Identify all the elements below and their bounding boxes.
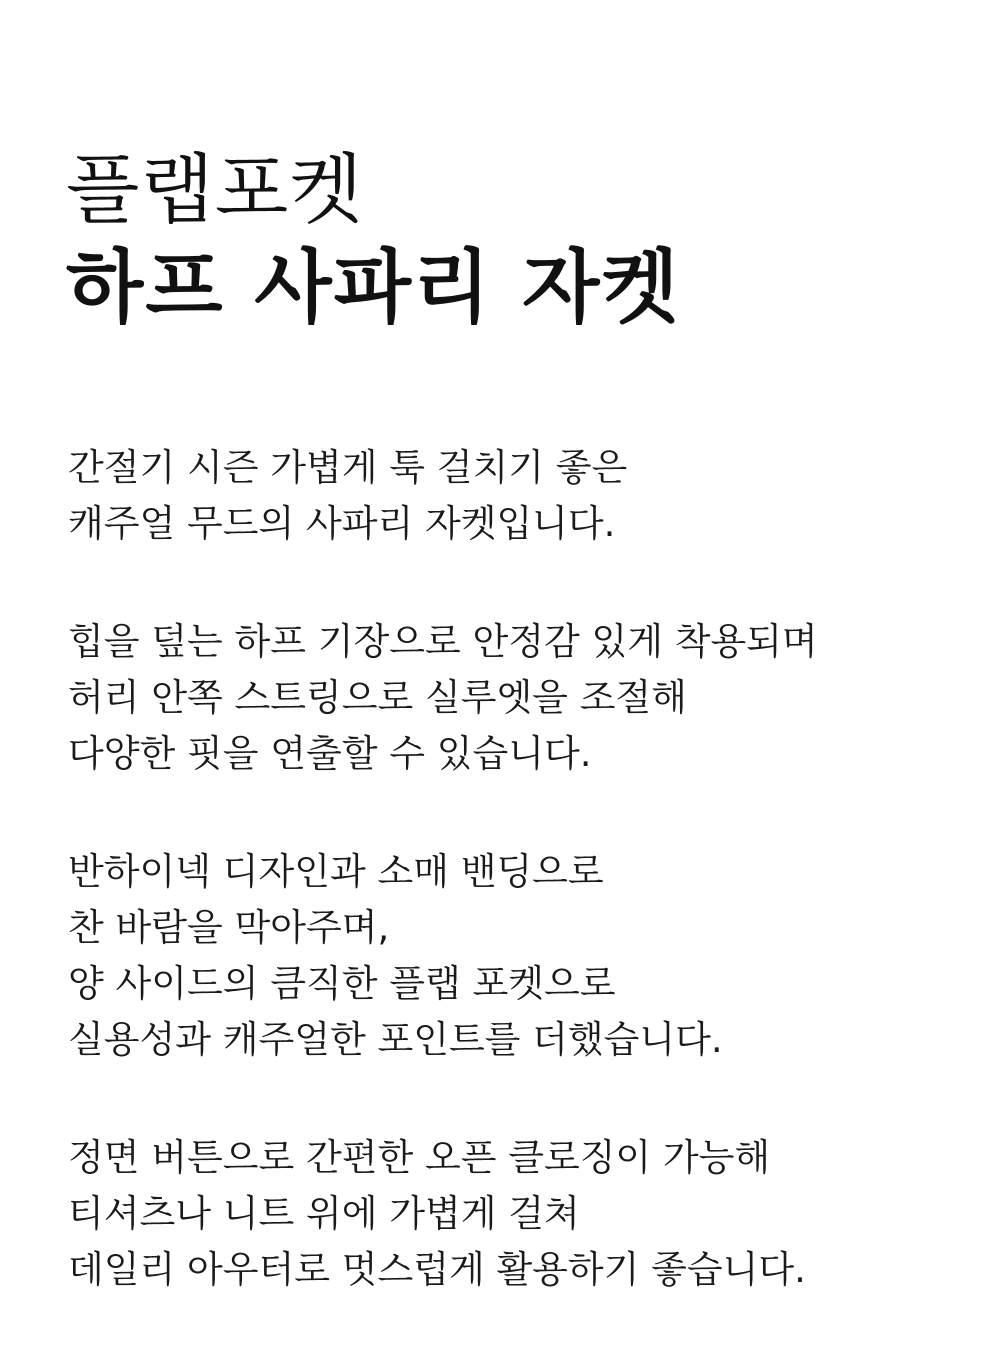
description-line: 데일리 아우터로 멋스럽게 활용하기 좋습니다. — [68, 1248, 806, 1291]
description-line: 다양한 핏을 연출할 수 있습니다. — [68, 732, 592, 775]
description-line: 실용성과 캐주얼한 포인트를 더했습니다. — [68, 1018, 723, 1061]
description-line: 간절기 시즌 가볍게 툭 걸치기 좋은 — [68, 446, 628, 489]
description-line: 티셔츠나 니트 위에 가볍게 걸쳐 — [68, 1192, 580, 1235]
product-title-line1: 플랩포켓 — [66, 145, 364, 234]
description-line: 허리 안쪽 스트링으로 실루엣을 조절해 — [68, 676, 687, 719]
product-description — [68, 440, 968, 1360]
description-paragraph-1 — [68, 440, 968, 552]
product-title — [66, 140, 966, 340]
description-paragraph-3 — [68, 844, 968, 1068]
description-line: 정면 버튼으로 간편한 오픈 클로징이 가능해 — [68, 1136, 771, 1179]
description-line: 캐주얼 무드의 사파리 자켓입니다. — [68, 502, 616, 545]
product-title-line2: 하프 사파리 자켓 — [66, 241, 681, 334]
description-paragraph-4 — [68, 1130, 968, 1298]
description-paragraph-2 — [68, 614, 968, 782]
description-line: 반하이넥 디자인과 소매 밴딩으로 — [68, 850, 604, 893]
description-line: 힙을 덮는 하프 기장으로 안정감 있게 착용되며 — [68, 620, 818, 663]
description-line: 찬 바람을 막아주며, — [68, 906, 390, 949]
description-line: 양 사이드의 큼직한 플랩 포켓으로 — [68, 962, 616, 1005]
